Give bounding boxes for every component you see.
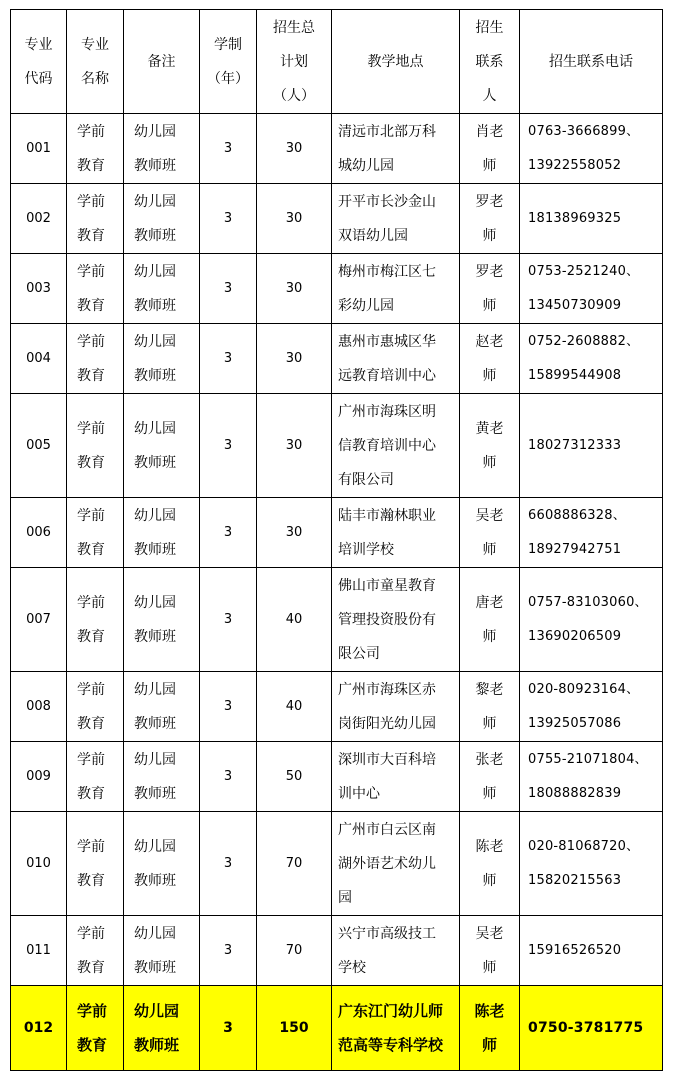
cell-note: [124, 114, 200, 184]
cell-plan: 30: [257, 394, 332, 498]
cell-line: 教育: [77, 715, 105, 732]
cell-location: [332, 742, 460, 812]
cell-line: 6608886328、: [528, 507, 626, 523]
cell-contact: [460, 672, 520, 742]
cell-years: 3: [200, 394, 257, 498]
cell-line: 唐老: [475, 594, 504, 611]
cell-years: 3: [200, 184, 257, 254]
cell-line: 15820215563: [528, 872, 622, 888]
cell-line: 兴宁市高级技工: [338, 925, 436, 942]
cell-line: 师: [482, 785, 497, 802]
cell-years: 3: [200, 742, 257, 812]
cell-note: [124, 812, 200, 916]
cell-location: [332, 184, 460, 254]
cell-line: 教师班: [134, 541, 176, 558]
cell-line: 教育: [77, 541, 105, 558]
cell-plan: 30: [257, 114, 332, 184]
table-row: [11, 324, 663, 394]
cell-line: 城幼儿园: [338, 157, 394, 174]
cell-line: 教师班: [134, 785, 176, 802]
cell-line: 师: [482, 959, 497, 976]
cell-line: 教育: [77, 297, 105, 314]
cell-name: [67, 568, 124, 672]
cell-contact: [460, 184, 520, 254]
cell-line: 教师班: [134, 297, 176, 314]
cell-line: 有限公司: [338, 471, 394, 488]
cell-code: 009: [11, 742, 67, 812]
cell-line: 幼儿园: [134, 507, 176, 524]
cell-line: 0763-3666899、: [528, 123, 640, 139]
table-row: [11, 254, 663, 324]
table-row: [11, 114, 663, 184]
cell-note: [124, 986, 200, 1071]
cell-plan: 70: [257, 812, 332, 916]
cell-line: 广州市白云区南: [338, 821, 436, 838]
cell-line: 肖老: [475, 123, 504, 140]
cell-note: [124, 254, 200, 324]
cell-code: 006: [11, 498, 67, 568]
cell-code: 011: [11, 916, 67, 986]
cell-note: [124, 672, 200, 742]
cell-name: [67, 324, 124, 394]
cell-line: 师: [482, 628, 497, 645]
cell-line: 教育: [77, 157, 105, 174]
cell-line: 幼儿园: [134, 123, 176, 140]
cell-location: [332, 254, 460, 324]
cell-line: 人: [482, 87, 497, 104]
header-row: [11, 10, 663, 114]
cell-location: [332, 672, 460, 742]
header-location: [332, 10, 460, 114]
cell-line: 学制: [214, 36, 242, 53]
cell-line: 深圳市大百科培: [338, 751, 436, 768]
cell-years: 3: [200, 568, 257, 672]
cell-line: 020-80923164、: [528, 681, 640, 697]
header-name: [67, 10, 124, 114]
cell-line: 陈老: [475, 838, 504, 855]
cell-note: [124, 568, 200, 672]
cell-phone: [520, 184, 663, 254]
cell-line: 彩幼儿园: [338, 297, 394, 314]
cell-line: 教师班: [134, 367, 176, 384]
cell-line: 学校: [338, 959, 366, 976]
cell-line: 佛山市童星教育: [338, 577, 436, 594]
cell-years: 3: [200, 916, 257, 986]
cell-plan: 40: [257, 568, 332, 672]
cell-line: 幼儿园: [134, 263, 176, 280]
cell-years: 3: [200, 498, 257, 568]
cell-line: 专业: [24, 36, 53, 53]
cell-plan: 150: [257, 986, 332, 1071]
cell-phone: [520, 672, 663, 742]
cell-line: 13450730909: [528, 297, 622, 313]
cell-line: 师: [482, 872, 497, 889]
cell-line: 幼儿园: [134, 925, 176, 942]
cell-line: 陈老: [474, 1002, 505, 1020]
cell-years: 3: [200, 114, 257, 184]
cell-line: 教学地点: [367, 53, 424, 70]
cell-line: 学前: [77, 594, 105, 611]
cell-line: 学前: [77, 925, 105, 942]
cell-line: 教师班: [134, 959, 176, 976]
cell-note: [124, 742, 200, 812]
cell-contact: [460, 324, 520, 394]
cell-name: [67, 742, 124, 812]
cell-name: [67, 254, 124, 324]
cell-line: 赵老: [475, 333, 504, 350]
cell-location: [332, 916, 460, 986]
cell-line: 岗街阳光幼儿园: [338, 715, 436, 732]
cell-line: 教育: [77, 454, 105, 471]
cell-line: 学前: [77, 838, 105, 855]
cell-line: 教师班: [134, 872, 176, 889]
cell-line: 计划: [280, 53, 308, 70]
cell-line: 梅州市梅江区七: [338, 263, 436, 280]
header-plan: [257, 10, 332, 114]
table-row: [11, 394, 663, 498]
cell-note: [124, 324, 200, 394]
cell-plan: 70: [257, 916, 332, 986]
table-row: [11, 812, 663, 916]
cell-line: 0753-2521240、: [528, 263, 640, 279]
cell-name: [67, 184, 124, 254]
cell-line: 教育: [77, 959, 105, 976]
cell-contact: [460, 114, 520, 184]
cell-line: 师: [482, 715, 497, 732]
cell-phone: [520, 986, 663, 1071]
cell-line: 吴老: [475, 925, 504, 942]
cell-line: 15899544908: [528, 367, 622, 383]
cell-line: 湖外语艺术幼儿: [338, 855, 436, 872]
cell-line: 师: [482, 227, 497, 244]
header-years: [200, 10, 257, 114]
table-row: [11, 916, 663, 986]
cell-line: 教育: [77, 872, 105, 889]
cell-line: 开平市长沙金山: [338, 193, 436, 210]
cell-years: 3: [200, 986, 257, 1071]
cell-line: 招生: [475, 19, 504, 36]
cell-line: 惠州市惠城区华: [338, 333, 436, 350]
header-phone: [520, 10, 663, 114]
cell-line: 教师班: [134, 157, 176, 174]
cell-code: 012: [11, 986, 67, 1071]
cell-plan: 30: [257, 254, 332, 324]
cell-line: 园: [338, 889, 352, 906]
cell-note: [124, 498, 200, 568]
cell-line: 限公司: [338, 645, 380, 662]
cell-code: 003: [11, 254, 67, 324]
cell-line: 教师班: [134, 628, 176, 645]
cell-plan: 30: [257, 184, 332, 254]
cell-note: [124, 184, 200, 254]
cell-line: 清远市北部万科: [338, 123, 436, 140]
cell-line: 师: [482, 541, 497, 558]
cell-line: 幼儿园: [134, 751, 176, 768]
cell-years: 3: [200, 672, 257, 742]
cell-contact: [460, 394, 520, 498]
cell-line: 范高等专科学校: [338, 1036, 444, 1054]
cell-code: 010: [11, 812, 67, 916]
cell-contact: [460, 986, 520, 1071]
cell-contact: [460, 568, 520, 672]
cell-line: 学前: [77, 420, 105, 437]
cell-phone: [520, 394, 663, 498]
cell-line: 教育: [77, 628, 105, 645]
table-row: [11, 986, 663, 1071]
cell-line: 黄老: [475, 420, 504, 437]
cell-contact: [460, 916, 520, 986]
enrollment-table: [10, 9, 663, 1071]
cell-line: 13690206509: [528, 628, 622, 644]
cell-line: 15916526520: [528, 942, 622, 958]
cell-line: 师: [482, 367, 497, 384]
cell-line: 招生总: [273, 19, 315, 36]
cell-location: [332, 986, 460, 1071]
cell-line: 双语幼儿园: [338, 227, 408, 244]
cell-line: 18927942751: [528, 541, 622, 557]
cell-line: 黎老: [475, 681, 504, 698]
cell-line: 学前: [77, 193, 105, 210]
cell-line: 培训学校: [338, 541, 394, 558]
cell-line: 广东江门幼儿师: [338, 1002, 444, 1020]
cell-contact: [460, 812, 520, 916]
cell-line: 0757-83103060、: [528, 594, 648, 610]
cell-code: 007: [11, 568, 67, 672]
cell-line: 训中心: [338, 785, 380, 802]
cell-location: [332, 812, 460, 916]
cell-name: [67, 916, 124, 986]
cell-line: 教育: [77, 1036, 108, 1054]
cell-line: 18088882839: [528, 785, 622, 801]
cell-line: 0755-21071804、: [528, 751, 648, 767]
cell-line: 13922558052: [528, 157, 622, 173]
cell-line: 招生联系电话: [549, 53, 633, 70]
cell-code: 008: [11, 672, 67, 742]
cell-line: 13925057086: [528, 715, 622, 731]
table-row: [11, 568, 663, 672]
cell-contact: [460, 254, 520, 324]
cell-line: 教育: [77, 785, 105, 802]
header-note: [124, 10, 200, 114]
cell-line: 师: [482, 297, 497, 314]
cell-line: 吴老: [475, 507, 504, 524]
cell-name: [67, 394, 124, 498]
header-code: [11, 10, 67, 114]
cell-line: 幼儿园: [134, 420, 176, 437]
cell-location: [332, 498, 460, 568]
cell-location: [332, 568, 460, 672]
table-row: [11, 184, 663, 254]
cell-line: 幼儿园: [134, 193, 176, 210]
table-row: [11, 498, 663, 568]
cell-line: 教师班: [134, 715, 176, 732]
cell-line: 学前: [77, 751, 105, 768]
cell-line: 幼儿园: [134, 681, 176, 698]
cell-plan: 30: [257, 498, 332, 568]
cell-line: 远教育培训中心: [338, 367, 436, 384]
header-contact: [460, 10, 520, 114]
cell-line: 18138969325: [528, 210, 622, 226]
cell-phone: [520, 568, 663, 672]
cell-line: 专业: [81, 36, 109, 53]
cell-line: 教育: [77, 367, 105, 384]
cell-line: 广州市海珠区明: [338, 403, 436, 420]
table-row: [11, 742, 663, 812]
cell-line: 名称: [81, 70, 109, 87]
cell-location: [332, 324, 460, 394]
cell-line: 幼儿园: [134, 838, 176, 855]
cell-years: 3: [200, 812, 257, 916]
cell-code: 002: [11, 184, 67, 254]
cell-line: 教育: [77, 227, 105, 244]
cell-plan: 30: [257, 324, 332, 394]
cell-contact: [460, 498, 520, 568]
cell-line: 广州市海珠区赤: [338, 681, 436, 698]
cell-line: 幼儿园: [134, 333, 176, 350]
cell-line: 020-81068720、: [528, 838, 640, 854]
cell-line: 备注: [147, 53, 176, 70]
cell-line: 罗老: [475, 193, 504, 210]
cell-line: 教师班: [134, 454, 176, 471]
cell-line: 学前: [77, 263, 105, 280]
cell-line: 学前: [77, 333, 105, 350]
cell-code: 001: [11, 114, 67, 184]
cell-note: [124, 394, 200, 498]
cell-line: 幼儿园: [134, 1002, 180, 1020]
cell-name: [67, 114, 124, 184]
cell-phone: [520, 498, 663, 568]
cell-name: [67, 812, 124, 916]
cell-phone: [520, 114, 663, 184]
cell-line: 教师班: [134, 1036, 180, 1054]
cell-line: 师: [482, 157, 497, 174]
cell-location: [332, 394, 460, 498]
cell-years: 3: [200, 254, 257, 324]
cell-name: [67, 498, 124, 568]
cell-line: （年）: [207, 70, 249, 87]
cell-phone: [520, 742, 663, 812]
cell-line: 代码: [24, 70, 53, 87]
cell-line: 0752-2608882、: [528, 333, 640, 349]
cell-line: 学前: [77, 1002, 108, 1020]
cell-name: [67, 986, 124, 1071]
cell-line: 学前: [77, 681, 105, 698]
cell-name: [67, 672, 124, 742]
cell-plan: 40: [257, 672, 332, 742]
cell-line: 0750-3781775: [528, 1020, 644, 1036]
cell-line: 陆丰市瀚林职业: [338, 507, 436, 524]
table-row: [11, 672, 663, 742]
cell-phone: [520, 916, 663, 986]
cell-line: 师: [482, 454, 497, 471]
cell-phone: [520, 254, 663, 324]
cell-line: 罗老: [475, 263, 504, 280]
cell-line: 管理投资股份有: [338, 611, 436, 628]
cell-location: [332, 114, 460, 184]
cell-line: 幼儿园: [134, 594, 176, 611]
cell-line: 联系: [475, 53, 504, 70]
cell-line: 师: [481, 1036, 497, 1054]
cell-line: 教师班: [134, 227, 176, 244]
cell-phone: [520, 812, 663, 916]
cell-code: 005: [11, 394, 67, 498]
cell-note: [124, 916, 200, 986]
cell-line: （人）: [273, 87, 315, 104]
cell-phone: [520, 324, 663, 394]
cell-plan: 50: [257, 742, 332, 812]
cell-contact: [460, 742, 520, 812]
cell-line: 学前: [77, 507, 105, 524]
cell-line: 张老: [475, 751, 504, 768]
cell-line: 18027312333: [528, 437, 622, 453]
cell-years: 3: [200, 324, 257, 394]
cell-line: 信教育培训中心: [338, 437, 436, 454]
cell-line: 学前: [77, 123, 105, 140]
cell-code: 004: [11, 324, 67, 394]
